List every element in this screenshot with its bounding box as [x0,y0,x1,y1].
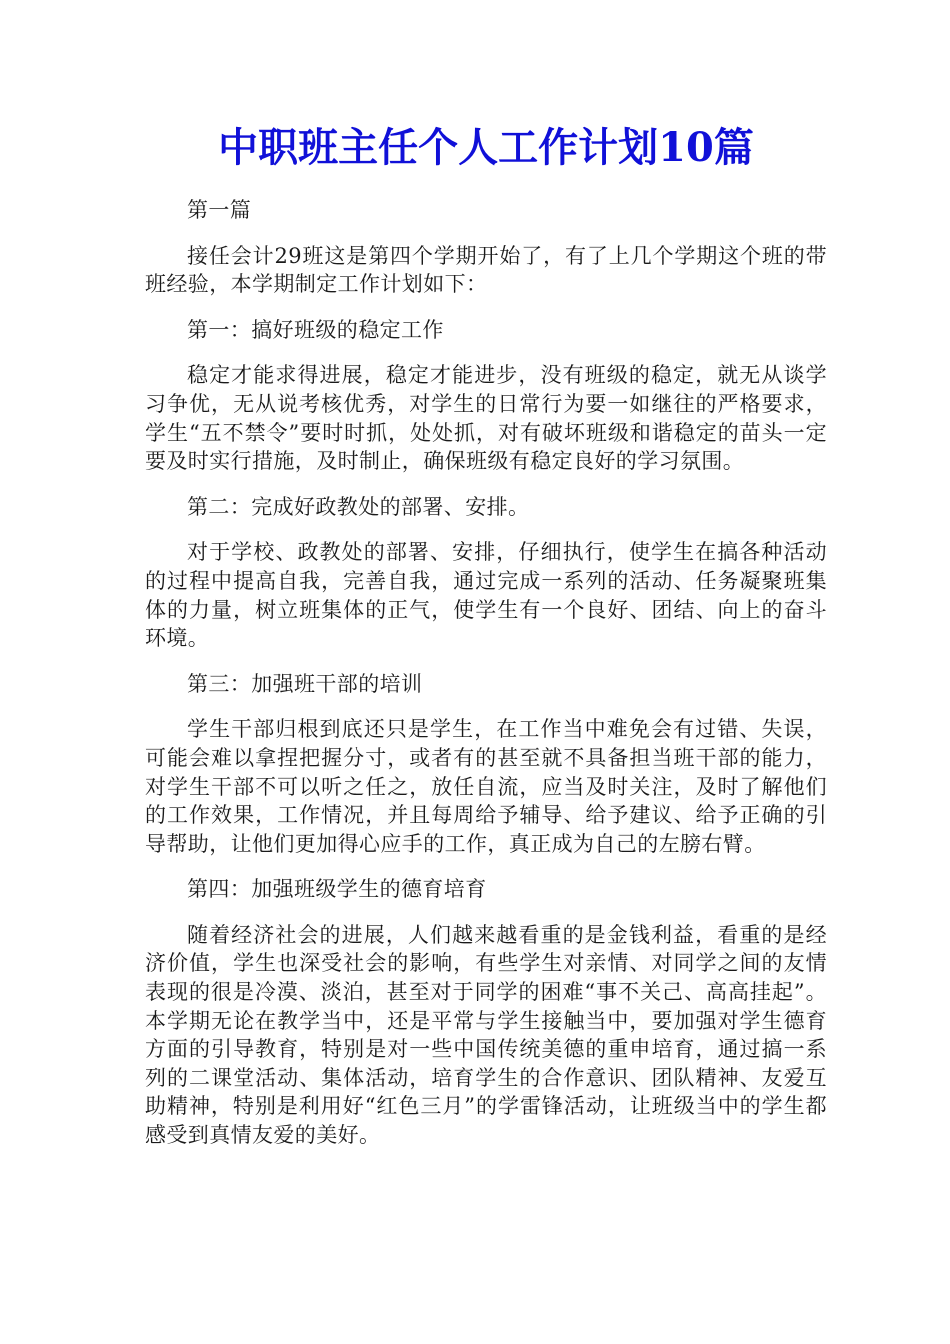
intro-paragraph: 接任会计29班这是第四个学期开始了，有了上几个学期这个班的带班经验，本学期制定工作计划如下： [145,243,827,297]
item-4-body: 随着经济社会的进展，人们越来越看重的是金钱利益，看重的是经济价值，学生也深受社会的影响，有些学生对亲情、对同学之间的友情表现的很是冷漠、淡泊，甚至对于同学的困难“事不关己、高高挂起”。本学期无论在教学当中，还是平常与学生接触当中，要加强对学生德育方面的引导教育，特别是对一些中国传统美德的重申培育，通过搞一系列的二课堂活动、集体活动，培育学生的合作意识、团队精神、友爱互助精神，特别是利用好“红色三月”的学雷锋活动，让班级当中的学生都感受到真情友爱的美好。 [145,922,827,1148]
document-title: 中职班主任个人工作计划10篇 [218,124,754,171]
item-2-heading: 第二：完成好政教处的部署、安排。 [187,494,530,519]
item-3-heading: 第三：加强班干部的培训 [187,671,423,696]
document-page [145,118,827,1167]
section-label: 第一篇 [187,198,252,222]
item-4-heading: 第四：加强班级学生的德育培育 [187,877,487,902]
item-3-body: 学生干部归根到底还只是学生，在工作当中难免会有过错、失误，可能会难以拿捏把握分寸，或者有的甚至就不具备担当班干部的能力，对学生干部不可以听之任之，放任自流，应当及时关注，及时了解他们的工作效果，工作情况，并且每周给予辅导、给予建议、给予正确的引导帮助，让他们更加得心应手的工作，真正成为自己的左膀右臂。 [145,717,827,856]
item-2-body: 对于学校、政教处的部署、安排，仔细执行，使学生在搞各种活动的过程中提高自我，完善自我，通过完成一系列的活动、任务凝聚班集体的力量，树立班集体的正气，使学生有一个良好、团结、向上的奋斗环境。 [145,540,827,651]
item-1-body: 稳定才能求得进展，稳定才能进步，没有班级的稳定，就无从谈学习争优，无从说考核优秀，对学生的日常行为要一如继往的严格要求，学生“五不禁令”要时时抓，处处抓，对有破坏班级和谐稳定的苗头一定要及时实行措施，及时制止，确保班级有稳定良好的学习氛围。 [145,363,827,474]
item-1-heading: 第一：搞好班级的稳定工作 [187,317,444,342]
